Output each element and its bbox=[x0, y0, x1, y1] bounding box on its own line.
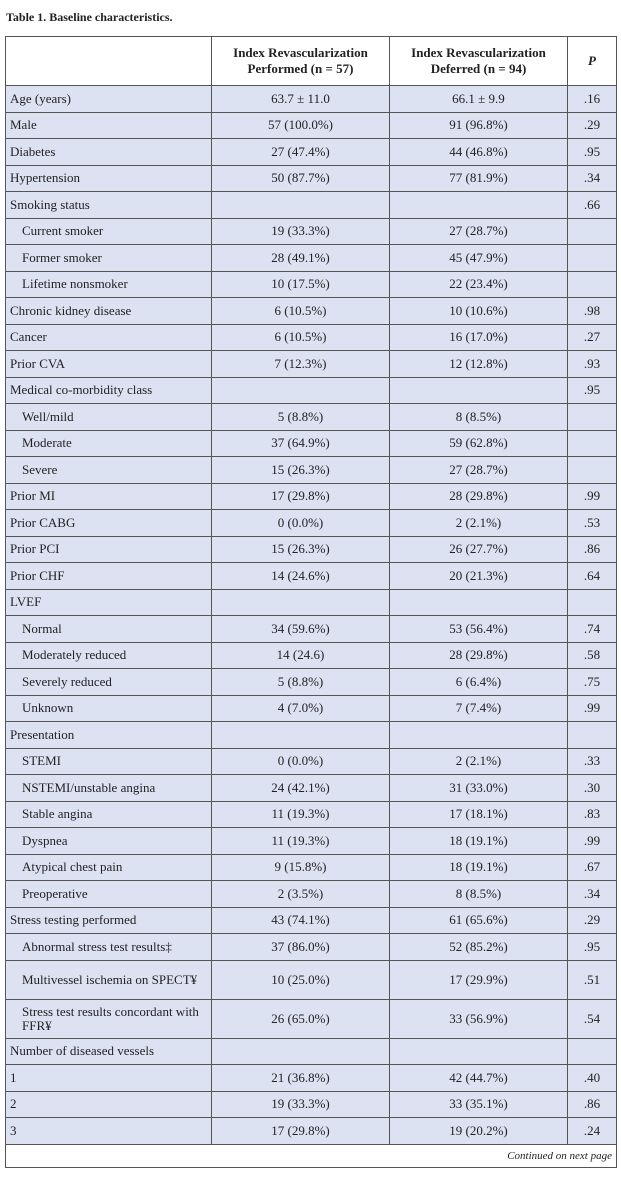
deferred-value: 66.1 ± 9.9 bbox=[390, 86, 568, 113]
p-value: .29 bbox=[568, 907, 617, 934]
deferred-value: 10 (10.6%) bbox=[390, 298, 568, 325]
p-value bbox=[568, 404, 617, 431]
table-row bbox=[6, 351, 617, 378]
table-row bbox=[6, 139, 617, 166]
performed-value: 28 (49.1%) bbox=[212, 245, 390, 272]
table-row bbox=[6, 404, 617, 431]
table-row bbox=[6, 1091, 617, 1118]
table-row bbox=[6, 881, 617, 908]
performed-value bbox=[212, 722, 390, 749]
p-value: .53 bbox=[568, 510, 617, 537]
performed-value: 7 (12.3%) bbox=[212, 351, 390, 378]
row-label: STEMI bbox=[6, 748, 212, 775]
table-row bbox=[6, 1038, 617, 1065]
table-row bbox=[6, 165, 617, 192]
table-row bbox=[6, 510, 617, 537]
performed-value: 6 (10.5%) bbox=[212, 298, 390, 325]
deferred-value: 91 (96.8%) bbox=[390, 112, 568, 139]
row-label: 1 bbox=[6, 1065, 212, 1092]
table-row bbox=[6, 748, 617, 775]
deferred-value: 7 (7.4%) bbox=[390, 695, 568, 722]
table-footer-row bbox=[6, 1144, 617, 1167]
row-label: Normal bbox=[6, 616, 212, 643]
performed-value: 17 (29.8%) bbox=[212, 483, 390, 510]
performed-value: 15 (26.3%) bbox=[212, 536, 390, 563]
row-label: Stable angina bbox=[6, 801, 212, 828]
deferred-value: 20 (21.3%) bbox=[390, 563, 568, 590]
table-row bbox=[6, 616, 617, 643]
p-value: .74 bbox=[568, 616, 617, 643]
table-row bbox=[6, 1065, 617, 1092]
deferred-value: 28 (29.8%) bbox=[390, 642, 568, 669]
performed-value: 10 (25.0%) bbox=[212, 960, 390, 999]
p-value: .99 bbox=[568, 695, 617, 722]
p-value: .34 bbox=[568, 881, 617, 908]
performed-value: 63.7 ± 11.0 bbox=[212, 86, 390, 113]
row-label: Well/mild bbox=[6, 404, 212, 431]
performed-value: 0 (0.0%) bbox=[212, 748, 390, 775]
performed-value: 6 (10.5%) bbox=[212, 324, 390, 351]
p-value: .93 bbox=[568, 351, 617, 378]
row-label: Prior MI bbox=[6, 483, 212, 510]
performed-value: 17 (29.8%) bbox=[212, 1118, 390, 1145]
row-label: Prior PCI bbox=[6, 536, 212, 563]
performed-value: 43 (74.1%) bbox=[212, 907, 390, 934]
row-label: NSTEMI/unstable angina bbox=[6, 775, 212, 802]
p-value: .67 bbox=[568, 854, 617, 881]
table-row bbox=[6, 801, 617, 828]
deferred-value: 53 (56.4%) bbox=[390, 616, 568, 643]
row-label: Moderately reduced bbox=[6, 642, 212, 669]
deferred-value: 45 (47.9%) bbox=[390, 245, 568, 272]
performed-value: 34 (59.6%) bbox=[212, 616, 390, 643]
p-value: .99 bbox=[568, 828, 617, 855]
table-row bbox=[6, 775, 617, 802]
p-value: .29 bbox=[568, 112, 617, 139]
row-label: Severe bbox=[6, 457, 212, 484]
table-row bbox=[6, 324, 617, 351]
row-label: Male bbox=[6, 112, 212, 139]
performed-value bbox=[212, 192, 390, 219]
deferred-value: 44 (46.8%) bbox=[390, 139, 568, 166]
row-label: 2 bbox=[6, 1091, 212, 1118]
table-row bbox=[6, 536, 617, 563]
p-value: .40 bbox=[568, 1065, 617, 1092]
deferred-value: 61 (65.6%) bbox=[390, 907, 568, 934]
deferred-value: 2 (2.1%) bbox=[390, 510, 568, 537]
p-value: .58 bbox=[568, 642, 617, 669]
performed-value: 24 (42.1%) bbox=[212, 775, 390, 802]
performed-value: 15 (26.3%) bbox=[212, 457, 390, 484]
row-label: 3 bbox=[6, 1118, 212, 1145]
p-value: .33 bbox=[568, 748, 617, 775]
performed-value: 19 (33.3%) bbox=[212, 218, 390, 245]
table-body bbox=[6, 86, 617, 1145]
row-label: Current smoker bbox=[6, 218, 212, 245]
p-value: .54 bbox=[568, 999, 617, 1038]
row-label: Presentation bbox=[6, 722, 212, 749]
deferred-value: 42 (44.7%) bbox=[390, 1065, 568, 1092]
row-label: Moderate bbox=[6, 430, 212, 457]
table-row bbox=[6, 112, 617, 139]
deferred-value bbox=[390, 377, 568, 404]
row-label: Cancer bbox=[6, 324, 212, 351]
row-label: Prior CHF bbox=[6, 563, 212, 590]
row-label: Severely reduced bbox=[6, 669, 212, 696]
row-label: Smoking status bbox=[6, 192, 212, 219]
row-label: Former smoker bbox=[6, 245, 212, 272]
table-row bbox=[6, 589, 617, 616]
deferred-value bbox=[390, 722, 568, 749]
header-performed: Index Revascularization Performed (n = 57) bbox=[212, 37, 390, 86]
row-label: Prior CABG bbox=[6, 510, 212, 537]
performed-value: 10 (17.5%) bbox=[212, 271, 390, 298]
performed-value: 27 (47.4%) bbox=[212, 139, 390, 166]
deferred-value: 28 (29.8%) bbox=[390, 483, 568, 510]
table-row bbox=[6, 271, 617, 298]
p-value: .27 bbox=[568, 324, 617, 351]
deferred-value: 8 (8.5%) bbox=[390, 404, 568, 431]
row-label: Lifetime nonsmoker bbox=[6, 271, 212, 298]
performed-value: 11 (19.3%) bbox=[212, 828, 390, 855]
deferred-value: 12 (12.8%) bbox=[390, 351, 568, 378]
table-row bbox=[6, 298, 617, 325]
table-caption: Table 1. Baseline characteristics. bbox=[6, 10, 173, 24]
row-label: Chronic kidney disease bbox=[6, 298, 212, 325]
p-value bbox=[568, 271, 617, 298]
performed-value: 37 (86.0%) bbox=[212, 934, 390, 961]
performed-value: 50 (87.7%) bbox=[212, 165, 390, 192]
row-label: Unknown bbox=[6, 695, 212, 722]
deferred-value bbox=[390, 589, 568, 616]
row-label: LVEF bbox=[6, 589, 212, 616]
row-label: Atypical chest pain bbox=[6, 854, 212, 881]
deferred-value bbox=[390, 1038, 568, 1065]
p-value: .95 bbox=[568, 377, 617, 404]
deferred-value: 77 (81.9%) bbox=[390, 165, 568, 192]
row-label: Preoperative bbox=[6, 881, 212, 908]
p-value bbox=[568, 589, 617, 616]
p-value bbox=[568, 1038, 617, 1065]
performed-value: 14 (24.6%) bbox=[212, 563, 390, 590]
performed-value: 5 (8.8%) bbox=[212, 404, 390, 431]
deferred-value: 26 (27.7%) bbox=[390, 536, 568, 563]
performed-value: 21 (36.8%) bbox=[212, 1065, 390, 1092]
table-row bbox=[6, 828, 617, 855]
row-label: Number of diseased vessels bbox=[6, 1038, 212, 1065]
p-value bbox=[568, 457, 617, 484]
p-value: .24 bbox=[568, 1118, 617, 1145]
deferred-value bbox=[390, 192, 568, 219]
deferred-value: 31 (33.0%) bbox=[390, 775, 568, 802]
header-p: P bbox=[568, 37, 617, 86]
row-label: Hypertension bbox=[6, 165, 212, 192]
row-label: Age (years) bbox=[6, 86, 212, 113]
p-value: .95 bbox=[568, 139, 617, 166]
performed-value: 57 (100.0%) bbox=[212, 112, 390, 139]
table-row bbox=[6, 722, 617, 749]
p-value: .86 bbox=[568, 1091, 617, 1118]
row-label: Stress test results concordant with FFR¥ bbox=[6, 999, 212, 1038]
row-label: Multivessel ischemia on SPECT¥ bbox=[6, 960, 212, 999]
performed-value bbox=[212, 377, 390, 404]
row-label: Stress testing performed bbox=[6, 907, 212, 934]
p-value: .86 bbox=[568, 536, 617, 563]
p-value bbox=[568, 218, 617, 245]
deferred-value: 33 (56.9%) bbox=[390, 999, 568, 1038]
table-row bbox=[6, 854, 617, 881]
deferred-value: 17 (29.9%) bbox=[390, 960, 568, 999]
deferred-value: 6 (6.4%) bbox=[390, 669, 568, 696]
deferred-value: 27 (28.7%) bbox=[390, 457, 568, 484]
deferred-value: 59 (62.8%) bbox=[390, 430, 568, 457]
deferred-value: 18 (19.1%) bbox=[390, 854, 568, 881]
deferred-value: 19 (20.2%) bbox=[390, 1118, 568, 1145]
p-value: .95 bbox=[568, 934, 617, 961]
performed-value: 26 (65.0%) bbox=[212, 999, 390, 1038]
table-row bbox=[6, 960, 617, 999]
table-row bbox=[6, 192, 617, 219]
p-value: .16 bbox=[568, 86, 617, 113]
table-row bbox=[6, 642, 617, 669]
table-row bbox=[6, 457, 617, 484]
table-row bbox=[6, 695, 617, 722]
performed-value: 0 (0.0%) bbox=[212, 510, 390, 537]
deferred-value: 33 (35.1%) bbox=[390, 1091, 568, 1118]
p-value bbox=[568, 430, 617, 457]
table-row bbox=[6, 669, 617, 696]
row-label: Prior CVA bbox=[6, 351, 212, 378]
deferred-value: 16 (17.0%) bbox=[390, 324, 568, 351]
row-label: Dyspnea bbox=[6, 828, 212, 855]
p-value: .30 bbox=[568, 775, 617, 802]
performed-value bbox=[212, 589, 390, 616]
row-label: Medical co-morbidity class bbox=[6, 377, 212, 404]
p-value: .83 bbox=[568, 801, 617, 828]
performed-value: 14 (24.6) bbox=[212, 642, 390, 669]
deferred-value: 18 (19.1%) bbox=[390, 828, 568, 855]
table-row bbox=[6, 907, 617, 934]
performed-value: 9 (15.8%) bbox=[212, 854, 390, 881]
table-row bbox=[6, 934, 617, 961]
table-row bbox=[6, 999, 617, 1038]
deferred-value: 27 (28.7%) bbox=[390, 218, 568, 245]
baseline-characteristics-table bbox=[5, 36, 617, 1168]
table-header-row bbox=[6, 37, 617, 86]
p-value bbox=[568, 722, 617, 749]
row-label: Diabetes bbox=[6, 139, 212, 166]
performed-value: 2 (3.5%) bbox=[212, 881, 390, 908]
performed-value: 5 (8.8%) bbox=[212, 669, 390, 696]
deferred-value: 2 (2.1%) bbox=[390, 748, 568, 775]
table-row bbox=[6, 1118, 617, 1145]
p-value: .34 bbox=[568, 165, 617, 192]
p-value: .66 bbox=[568, 192, 617, 219]
deferred-value: 8 (8.5%) bbox=[390, 881, 568, 908]
table-row bbox=[6, 483, 617, 510]
performed-value: 19 (33.3%) bbox=[212, 1091, 390, 1118]
table-row bbox=[6, 430, 617, 457]
p-value bbox=[568, 245, 617, 272]
p-value: .99 bbox=[568, 483, 617, 510]
header-label bbox=[6, 37, 212, 86]
deferred-value: 17 (18.1%) bbox=[390, 801, 568, 828]
p-value: .51 bbox=[568, 960, 617, 999]
continued-note: Continued on next page bbox=[6, 1144, 617, 1167]
performed-value: 11 (19.3%) bbox=[212, 801, 390, 828]
header-deferred: Index Revascularization Deferred (n = 94) bbox=[390, 37, 568, 86]
p-value: .98 bbox=[568, 298, 617, 325]
performed-value: 37 (64.9%) bbox=[212, 430, 390, 457]
table-row bbox=[6, 245, 617, 272]
p-value: .64 bbox=[568, 563, 617, 590]
deferred-value: 52 (85.2%) bbox=[390, 934, 568, 961]
row-label: Abnormal stress test results‡ bbox=[6, 934, 212, 961]
p-value: .75 bbox=[568, 669, 617, 696]
performed-value bbox=[212, 1038, 390, 1065]
performed-value: 4 (7.0%) bbox=[212, 695, 390, 722]
deferred-value: 22 (23.4%) bbox=[390, 271, 568, 298]
table-row bbox=[6, 377, 617, 404]
table-row bbox=[6, 86, 617, 113]
table-row bbox=[6, 563, 617, 590]
table-row bbox=[6, 218, 617, 245]
